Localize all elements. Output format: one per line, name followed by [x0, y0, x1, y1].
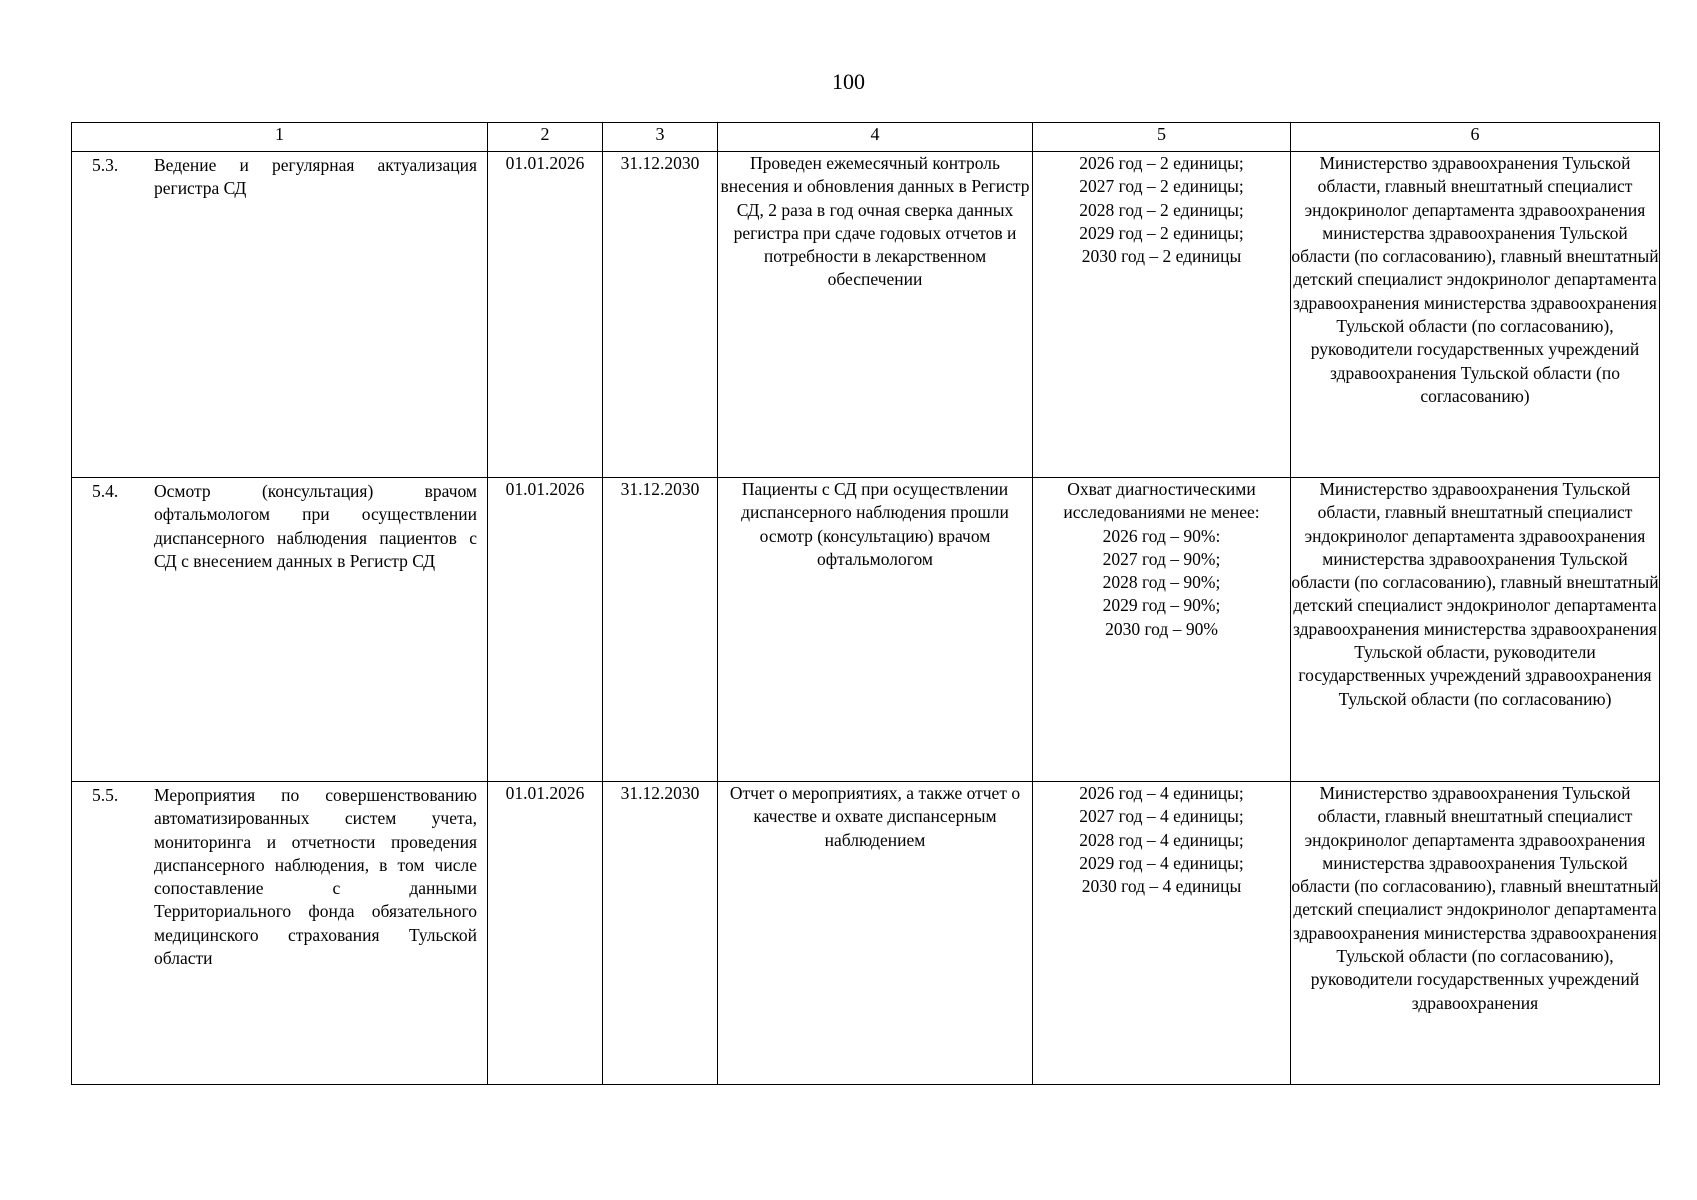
indicator-line: 2030 год – 90%	[1105, 618, 1218, 639]
indicator-line: 2028 год – 4 единицы;	[1079, 829, 1244, 850]
result-text: Проведен ежемесячный контроль внесения и обновления данных в Регистр СД, 2 раза в год очная сверка данных регистра при сдаче годовых отчетов и потребности в лекарственном обеспечении	[718, 152, 1033, 478]
column-header: 6	[1291, 123, 1660, 152]
row-number: 5.4.	[92, 481, 119, 501]
indicator-line: 2027 год – 4 единицы;	[1079, 806, 1244, 827]
column-header: 5	[1033, 123, 1291, 152]
indicator-line: 2028 год – 2 единицы;	[1079, 199, 1244, 220]
activity-name: Осмотр (консультация) врачом офтальмологом при осуществлении диспансерного наблюдения пациентов с СД с внесением данных в Регистр СД	[154, 481, 477, 571]
indicator-line: 2029 год – 90%;	[1102, 595, 1221, 616]
indicator-line: 2026 год – 2 единицы;	[1079, 153, 1244, 173]
table-row	[72, 782, 1660, 1085]
responsible-text: Министерство здравоохранения Тульской области, главный внештатный специалист эндокринолог департамента здравоохранения министерства здравоохранения Тульской области (по согласованию), главный внештатный детский специалист эндокринолог департамента здравоохранения министерства здравоохранения Тульской области (по согласованию), руководители государственных учреждений здравоохранения	[1291, 782, 1660, 1085]
end-date: 31.12.2030	[603, 478, 718, 782]
indicator-line: 2027 год – 2 единицы;	[1079, 176, 1244, 197]
column-header: 2	[488, 123, 603, 152]
activities-table	[71, 122, 1660, 1085]
end-date: 31.12.2030	[603, 152, 718, 478]
result-text: Отчет о мероприятиях, а также отчет о качестве и охвате диспансерным наблюдением	[718, 782, 1033, 1085]
activity-name: Ведение и регулярная актуализация регистра СД	[154, 155, 477, 199]
indicator-line: 2029 год – 4 единицы;	[1079, 852, 1244, 873]
row-number: 5.5.	[92, 785, 119, 805]
column-header: 3	[603, 123, 718, 152]
end-date: 31.12.2030	[603, 782, 718, 1085]
column-header: 4	[718, 123, 1033, 152]
page-number: 100	[832, 69, 865, 94]
indicator-line: 2026 год – 4 единицы;	[1079, 783, 1244, 803]
activity-cell	[72, 478, 488, 782]
indicator-line: Охват диагностическими исследованиями не менее:	[1063, 479, 1260, 523]
table-row	[72, 152, 1660, 478]
responsible-text: Министерство здравоохранения Тульской области, главный внештатный специалист эндокринолог департамента здравоохранения министерства здравоохранения Тульской области (по согласованию), главный внештатный детский специалист эндокринолог департамента здравоохранения министерства здравоохранения Тульской области, руководители государственных учреждений здравоохранения Тульской области (по согласованию)	[1291, 478, 1660, 782]
indicator-line: 2028 год – 90%;	[1102, 572, 1221, 593]
start-date: 01.01.2026	[488, 478, 603, 782]
responsible-text: Министерство здравоохранения Тульской области, главный внештатный специалист эндокринолог департамента здравоохранения министерства здравоохранения Тульской области (по согласованию), главный внештатный детский специалист эндокринолог департамента здравоохранения министерства здравоохранения Тульской области (по согласованию), руководители государственных учреждений здравоохранения Тульской области (по согласованию)	[1291, 152, 1660, 478]
start-date: 01.01.2026	[488, 152, 603, 478]
indicators-cell	[1033, 478, 1291, 782]
indicator-line: 2026 год – 90%:	[1102, 525, 1221, 546]
start-date: 01.01.2026	[488, 782, 603, 1085]
activity-cell	[72, 152, 488, 478]
indicator-line: 2030 год – 4 единицы	[1081, 876, 1242, 897]
table-row	[72, 478, 1660, 782]
column-header: 1	[72, 123, 488, 152]
indicator-line: 2027 год – 90%;	[1102, 548, 1221, 569]
table-header-row	[72, 123, 1660, 152]
activity-cell	[72, 782, 488, 1085]
indicator-line: 2030 год – 2 единицы	[1081, 246, 1242, 267]
result-text: Пациенты с СД при осуществлении диспансерного наблюдения прошли осмотр (консультацию) врачом офтальмологом	[718, 478, 1033, 782]
indicators-cell	[1033, 782, 1291, 1085]
activity-name: Мероприятия по совершенствованию автоматизированных систем учета, мониторинга и отчетности проведения диспансерного наблюдения, в том числе сопоставление с данными Территориального фонда обязательного медицинского страхования Тульской области	[154, 785, 477, 969]
row-number: 5.3.	[92, 155, 119, 175]
indicator-line: 2029 год – 2 единицы;	[1079, 222, 1244, 243]
indicators-cell	[1033, 152, 1291, 478]
